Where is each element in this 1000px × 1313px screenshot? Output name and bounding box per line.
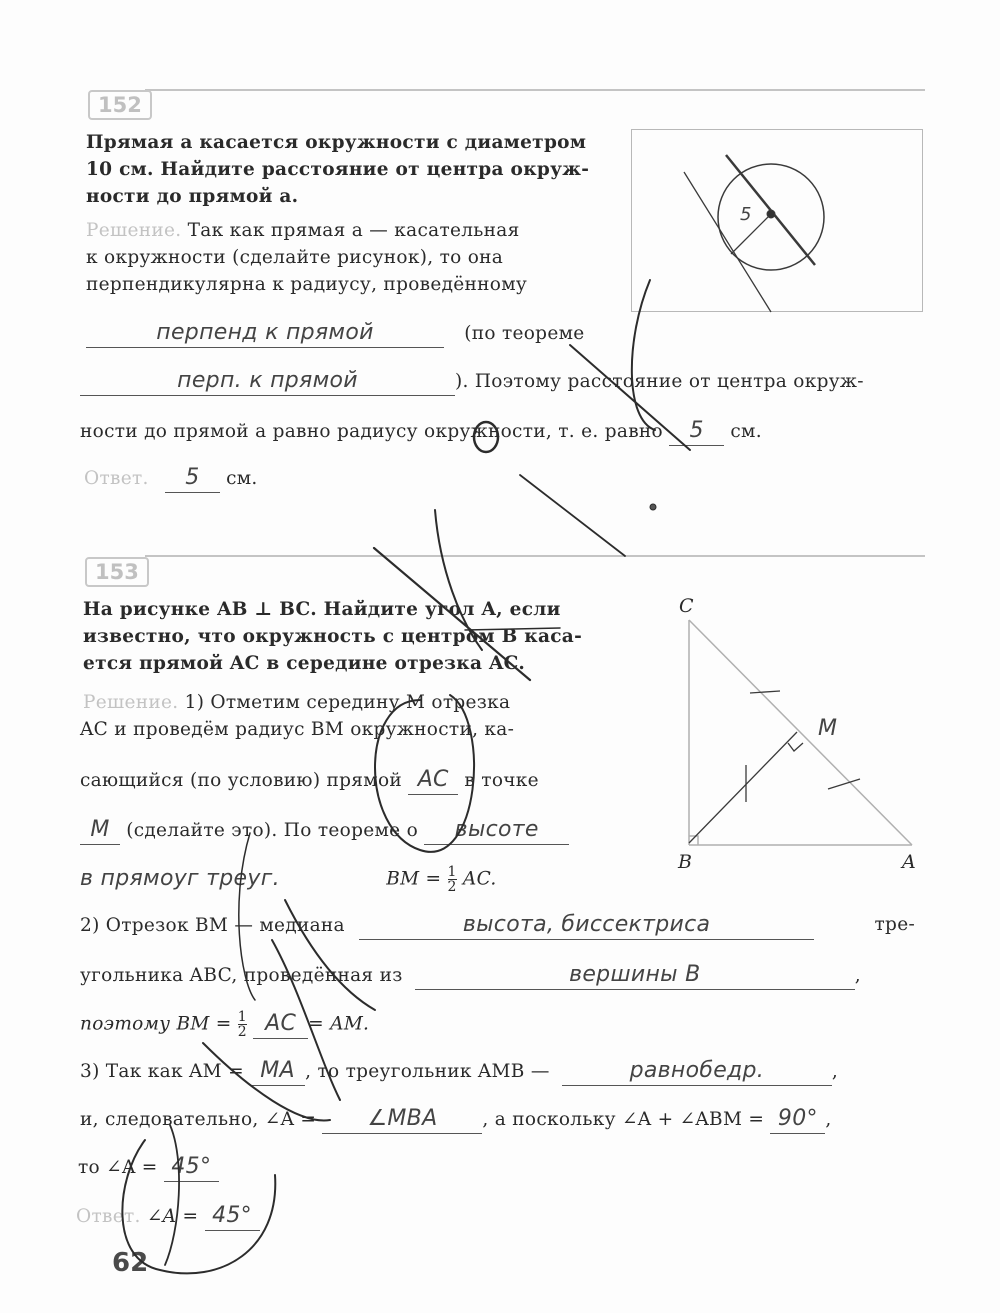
blank-angle-a[interactable]: 45° (164, 1154, 219, 1182)
task-number-152: 152 (88, 90, 152, 120)
vertex-a-label: A (902, 851, 916, 873)
task153-step3-line-3: то ∠A = 45° (78, 1154, 219, 1182)
blank-tangent-line[interactable]: AC (408, 767, 458, 795)
right-triangle-figure (689, 620, 912, 845)
task152-figure-box (631, 129, 923, 312)
task153-step3-line-2: и, следовательно, ∠A = ∠MBA , а поскольку ∠A + ∠ABM = 90° , (80, 1106, 832, 1134)
point-m-label: M (818, 716, 837, 741)
task153-problem-line-3: ется прямой AC в середине отрезка AC. (83, 653, 526, 674)
task152-answer: Ответ. 5 см. (84, 465, 258, 493)
answer-label: Ответ. (84, 468, 149, 489)
task153-problem-line-1: На рисунке AB ⊥ BC. Найдите угол A, если (83, 599, 561, 620)
blank-segment[interactable]: AC (253, 1011, 308, 1039)
blank-median-is[interactable]: высота, биссектриса (359, 912, 814, 940)
task152-problem-line-2: 10 см. Найдите расстояние от центра окруж- (86, 159, 590, 180)
answer-blank-radius[interactable]: перпенд к прямой (86, 320, 444, 348)
task153-step1-line-2: AC и проведём радиус BM окружности, ка- (80, 719, 515, 740)
answer-field-angle[interactable]: 45° (205, 1203, 260, 1231)
solution-text: Так как прямая a — касательная (187, 220, 520, 241)
vertex-c-label: C (679, 595, 694, 617)
blank-triangle-type[interactable]: равнобедр. (562, 1058, 832, 1086)
task153-step2-line-2: угольника ABC, проведённая из вершины B , (80, 962, 861, 990)
task152-solution-line-3: перпендикулярна к радиусу, проведённому (86, 274, 528, 295)
blank-theorem-1[interactable]: высоте (424, 817, 569, 845)
task152-blank-line-1: перпенд к прямой (по теореме (86, 320, 585, 348)
task152-final-line: ности до прямой a равно радиусу окружности, т. е. равно 5 см. (80, 418, 762, 446)
answer-blank-theorem[interactable]: перп. к прямой (80, 368, 455, 396)
figure-radius-label: 5 (740, 204, 752, 225)
task153-problem-line-2: известно, что окружность с центром B каса- (83, 626, 583, 647)
section-divider (145, 555, 925, 557)
vertex-b-label: B (678, 851, 692, 873)
median-bm (689, 691, 860, 843)
task152-solution-line-2: к окружности (сделайте рисунок), то она (86, 247, 504, 268)
task153-step2-line-3: поэтому BM = $\frac{1}{2}$ AC = AM. (80, 1009, 370, 1040)
task152-problem-line-3: ности до прямой a. (86, 186, 299, 207)
task152-solution-line-1 (86, 218, 520, 244)
task153-step1-line-5: в прямоуг треуг. BM = $\frac{1}{2}$ AC. (80, 864, 497, 895)
blank-theorem-2[interactable]: в прямоуг треуг. (80, 865, 280, 891)
answer-field[interactable]: 5 (165, 465, 220, 493)
solution-label: Решение. (86, 220, 182, 241)
task-number-153: 153 (85, 557, 149, 587)
answer-blank-distance[interactable]: 5 (669, 418, 724, 446)
task153-step3-line-1: 3) Так как AM = MA , то треугольник AMB — равнобедр. , (80, 1058, 838, 1086)
blank-equal-segment[interactable]: MA (250, 1058, 305, 1086)
task153-step1-line-4: M (сделайте это). По теореме о высоте (80, 817, 569, 845)
task153-step1-line-3: сающийся (по условию) прямой AC в точке (80, 767, 539, 795)
task153-step2-line-1: 2) Отрезок BM — медиана высота, биссектриса тре- (80, 912, 915, 940)
blank-point[interactable]: M (80, 817, 120, 845)
fraction-one-half: $\frac{1}{2}$ (447, 864, 457, 895)
page-number: 62 (112, 1248, 149, 1278)
task153-step1-line-1: Решение. 1) Отметим середину M отрезка (83, 692, 511, 713)
blank-from-vertex[interactable]: вершины B (415, 962, 855, 990)
blank-angle-equal[interactable]: ∠MBA (322, 1106, 482, 1134)
task153-answer: Ответ. ∠A = 45° (76, 1203, 260, 1231)
task152-blank-line-2: перп. к прямой ). Поэтому расстояние от центра окруж- (80, 368, 864, 396)
blank-angle-sum[interactable]: 90° (770, 1106, 825, 1134)
task152-problem-line-1: Прямая a касается окружности с диаметром (86, 132, 587, 153)
top-divider (145, 89, 925, 91)
